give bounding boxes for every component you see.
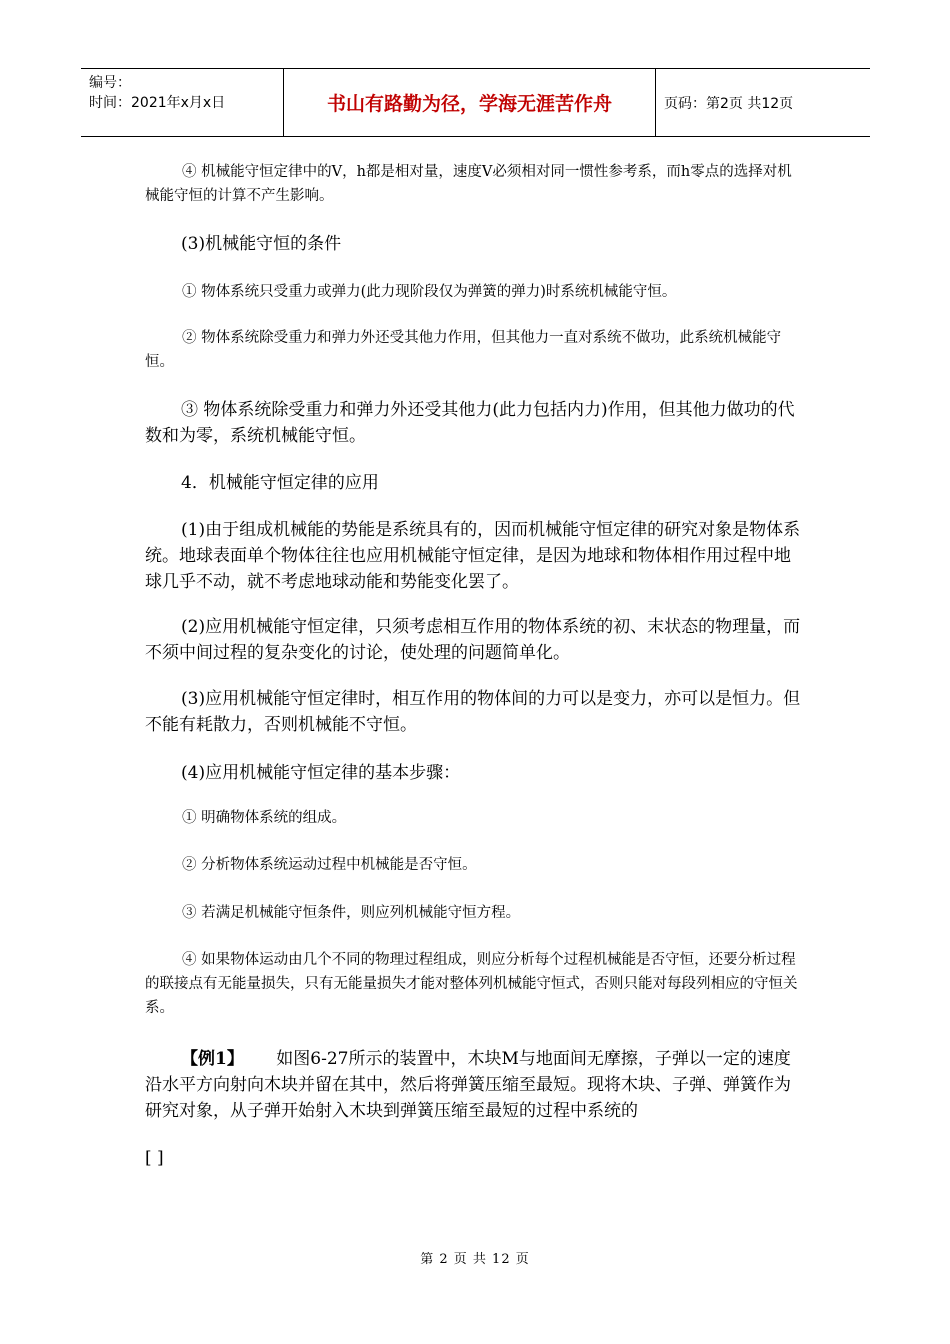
- condition-item-1: ① 物体系统只受重力或弹力(此力现阶段仅为弹簧的弹力)时系统机械能守恒。: [182, 284, 677, 300]
- section-heading-conditions: (3)机械能守恒的条件: [181, 234, 342, 254]
- answer-bracket: [ ]: [145, 1148, 164, 1168]
- section-heading-application: 4．机械能守恒定律的应用: [181, 473, 379, 493]
- application-paragraph-2: (2)应用机械能守恒定律，只须考虑相互作用的物体系统的初、末状态的物理量，而不须中间过程的复杂变化的讨论，使处理的问题简单化。: [145, 617, 801, 663]
- step-item-2: ② 分析物体系统运动过程中机械能是否守恒。: [182, 857, 477, 873]
- condition-item-2: ② 物体系统除受重力和弹力外还受其他力作用，但其他力一直对系统不做功，此系统机械能守恒。: [145, 330, 782, 370]
- header-page-info: 页码：第2页 共12页: [664, 95, 794, 112]
- condition-item-3: ③ 物体系统除受重力和弹力外还受其他力(此力包括内力)作用，但其他力做功的代数和为零，系统机械能守恒。: [145, 400, 795, 446]
- application-paragraph-3: (3)应用机械能守恒定律时，相互作用的物体间的力可以是变力，亦可以是恒力。但不能有耗散力，否则机械能不守恒。: [145, 689, 801, 735]
- step-item-4: ④ 如果物体运动由几个不同的物理过程组成，则应分析每个过程机械能是否守恒，还要分析过程的联接点有无能量损失，只有无能量损失才能对整体列机械能守恒式，否则只能对每段列相应的守恒关系。: [145, 952, 798, 1016]
- header-motto: 书山有路勤为径，学海无涯苦作舟: [284, 69, 656, 136]
- application-paragraph-1: (1)由于组成机械能的势能是系统具有的，因而机械能守恒定律的研究对象是物体系统。地球表面单个物体往往也应用机械能守恒定律，是因为地球和物体相作用过程中地球几乎不动，就不考虑地球动能和势能变化罢了。: [145, 520, 801, 592]
- document-header: [81, 68, 870, 137]
- application-paragraph-4: (4)应用机械能守恒定律的基本步骤：: [181, 763, 461, 783]
- example-label: 【例1】: [181, 1049, 244, 1069]
- step-item-1: ① 明确物体系统的组成。: [182, 810, 347, 826]
- document-code-label: 编号：: [89, 75, 131, 91]
- example-text: 如图6-27所示的装置中，木块M与地面间无摩擦，子弹以一定的速度沿水平方向射向木块并留在其中，然后将弹簧压缩至最短。现将木块、子弹、弹簧作为研究对象，从子弹开始射入木块到弹簧压缩至最短的过程中系统的: [145, 1049, 791, 1121]
- example-problem: [145, 1046, 805, 1124]
- header-left-cell: [81, 69, 284, 136]
- document-time-label: 时间：2021年x月x日: [89, 95, 226, 111]
- step-item-3: ③ 若满足机械能守恒条件，则应列机械能守恒方程。: [182, 905, 521, 921]
- page-footer: 第 2 页 共 12 页: [420, 1252, 530, 1267]
- paragraph-item-4: ④ 机械能守恒定律中的V，h都是相对量，速度V必须相对同一惯性参考系，而h零点的选择对机械能守恒的计算不产生影响。: [145, 164, 792, 204]
